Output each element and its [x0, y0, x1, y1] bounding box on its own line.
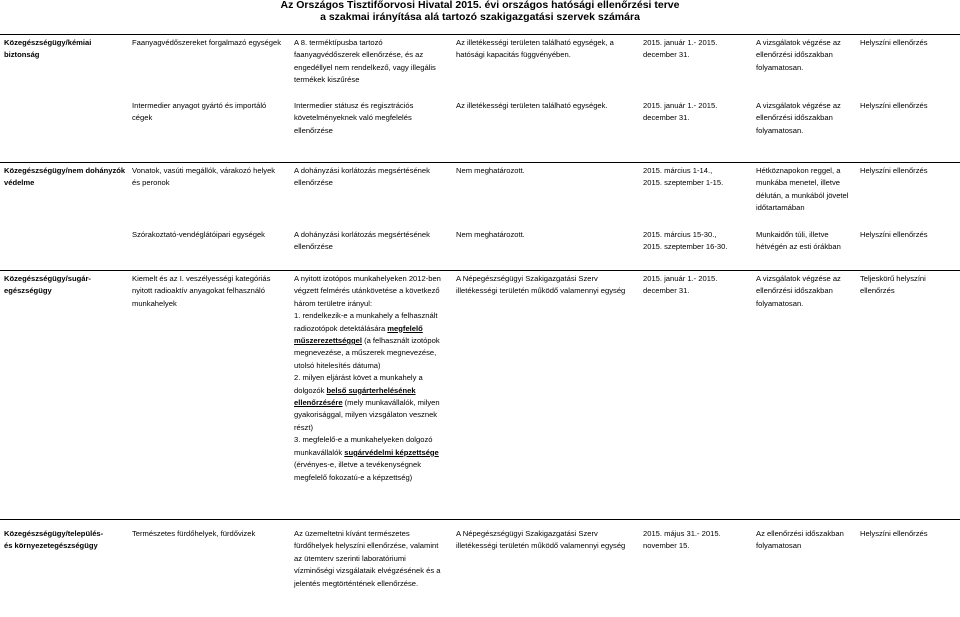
scope-cell: Nem meghatározott. — [456, 230, 525, 239]
row-divider — [0, 34, 960, 35]
timing-cell: A vizsgálatok végzése az ellenőrzési időszakban folyamatosan. — [756, 101, 841, 135]
scope-cell: A Népegészségügyi Szakigazgatási Szerv illetékességi területén működő valamennyi egység — [456, 274, 626, 296]
content-point-3-detail: (érvényes-e, illetve a tevékenységnek megfelelő fokozatú-e a képzettség) — [294, 460, 422, 482]
timing-cell: A vizsgálatok végzése az ellenőrzési időszakban folyamatosan. — [756, 38, 841, 72]
domain-cell: Közegészségügy/sugár- egészségügy — [4, 274, 91, 296]
document-title: Az Országos Tisztifőorvosi Hivatal 2015. évi országos hatósági ellenőrzési terve — [280, 0, 680, 11]
method-cell: Teljeskörű helyszíni ellenőrzés — [860, 274, 926, 296]
domain-cell: Közegészségügy/település- és környezetegészségügy — [4, 529, 104, 551]
content-cell: Intermedier státusz és regisztrációs követelményeknek való megfelelés ellenőrzése — [294, 101, 414, 135]
method-cell: Helyszíni ellenőrzés — [860, 529, 928, 538]
content-cell: A dohányzási korlátozás megsértésének ellenőrzése — [294, 166, 430, 188]
content-cell — [294, 273, 454, 484]
scope-cell: Az illetékességi területen található egységek, a hatósági kapacitás függvényében. — [456, 38, 614, 60]
content-point-2: 2. milyen eljárást követ a munkahely a dolgozók — [294, 373, 423, 395]
scope-cell: A Népegészségügyi Szakigazgatási Szerv illetékességi területén működő valamennyi egység — [456, 529, 626, 551]
content-point-1-emphasis: megfelelő műszerezettséggel — [294, 323, 423, 346]
method-cell: Helyszíni ellenőrzés — [860, 230, 928, 239]
timing-cell: Az ellenőrzési időszakban folyamatosan — [756, 529, 844, 551]
method-cell: Helyszíni ellenőrzés — [860, 101, 928, 110]
content-intro: A nyitott izotópos munkahelyeken 2012-ben végzett felmérés utánkövetése a következő három területre irányul: — [294, 274, 441, 308]
content-point-3: 3. megfelelő-e a munkahelyeken dolgozó munkavállalók — [294, 435, 433, 457]
timing-cell: Munkaidőn túli, illetve hétvégén az esti órákban — [756, 230, 841, 252]
content-point-1: 1. rendelkezik-e a munkahely a felhasznált radiozotópok detektálására — [294, 311, 438, 333]
method-cell: Helyszíni ellenőrzés — [860, 38, 928, 47]
timing-cell: A vizsgálatok végzése az ellenőrzési időszakban folyamatosan. — [756, 274, 841, 308]
timing-cell: Hétköznapokon reggel, a munkába menetel, illetve délután, a munkából jövetel időtartamában — [756, 166, 849, 213]
period-cell: 2015. május 31.- 2015. november 15. — [643, 529, 721, 551]
content-cell: A dohányzási korlátozás megsértésének ellenőrzése — [294, 230, 430, 252]
content-point-3-emphasis: sugárvédelmi képzettsége — [344, 447, 439, 457]
period-cell: 2015. január 1.- 2015. december 31. — [643, 38, 718, 60]
content-point-1-detail: (a felhasznált izotópok megnevezése, a műszerek megnevezése, utolsó hitelesítés dátuma) — [294, 336, 440, 370]
row-divider — [0, 519, 960, 520]
domain-cell: Közegészségügy/nem dohányzók védelme — [4, 166, 126, 188]
period-cell: 2015. január 1.- 2015. december 31. — [643, 274, 718, 296]
subject-cell: Vonatok, vasúti megállók, várakozó helyek és peronok — [132, 166, 276, 188]
row-divider — [0, 270, 960, 271]
content-cell: A 8. terméktípusba tartozó faanyagvédőszerek ellenőrzése, és az engedéllyel nem rendelkező, vagy illegális termékek kiszűrése — [294, 38, 436, 85]
subject-cell: Faanyagvédőszereket forgalmazó egységek — [132, 38, 282, 47]
content-point-2-emphasis: belső sugárterhelésének ellenőrzésére — [294, 385, 416, 408]
content-cell: Az üzemeltetni kívánt természetes fürdőhelyek helyszíni ellenőrzése, valamint az ütemterv szerinti laboratóriumi vízminőségi vizsgálataik elvégzésének és a jelentés megtörténtének ellenőrzése. — [294, 529, 441, 588]
subject-cell: Kiemelt és az I. veszélyességi kategóriás nyitott radioaktív anyagokat felhasználó munkahelyek — [132, 274, 271, 308]
row-divider — [0, 162, 960, 163]
method-cell: Helyszíni ellenőrzés — [860, 166, 928, 175]
content-point-2-detail: (mely munkavállalók, milyen gyakorisággal, milyen vizsgálaton vesznek részt) — [294, 398, 440, 432]
document-header — [0, 0, 960, 32]
period-cell: 2015. január 1.- 2015. december 31. — [643, 101, 718, 123]
document-subtitle: a szakmai irányítása alá tartozó szakigazgatási szervek számára — [320, 11, 640, 23]
scope-cell: Nem meghatározott. — [456, 166, 525, 175]
period-cell: 2015. március 1-14., 2015. szeptember 1-15. — [643, 166, 724, 188]
subject-cell: Természetes fürdőhelyek, fürdővizek — [132, 529, 256, 538]
domain-cell: Közegészségügy/kémiai biztonság — [4, 38, 92, 60]
subject-cell: Szórakoztató-vendéglátóipari egységek — [132, 230, 265, 239]
period-cell: 2015. március 15-30., 2015. szeptember 16-30. — [643, 230, 728, 252]
subject-cell: Intermedier anyagot gyártó és importáló cégek — [132, 101, 267, 123]
scope-cell: Az illetékességi területen található egységek. — [456, 101, 608, 110]
